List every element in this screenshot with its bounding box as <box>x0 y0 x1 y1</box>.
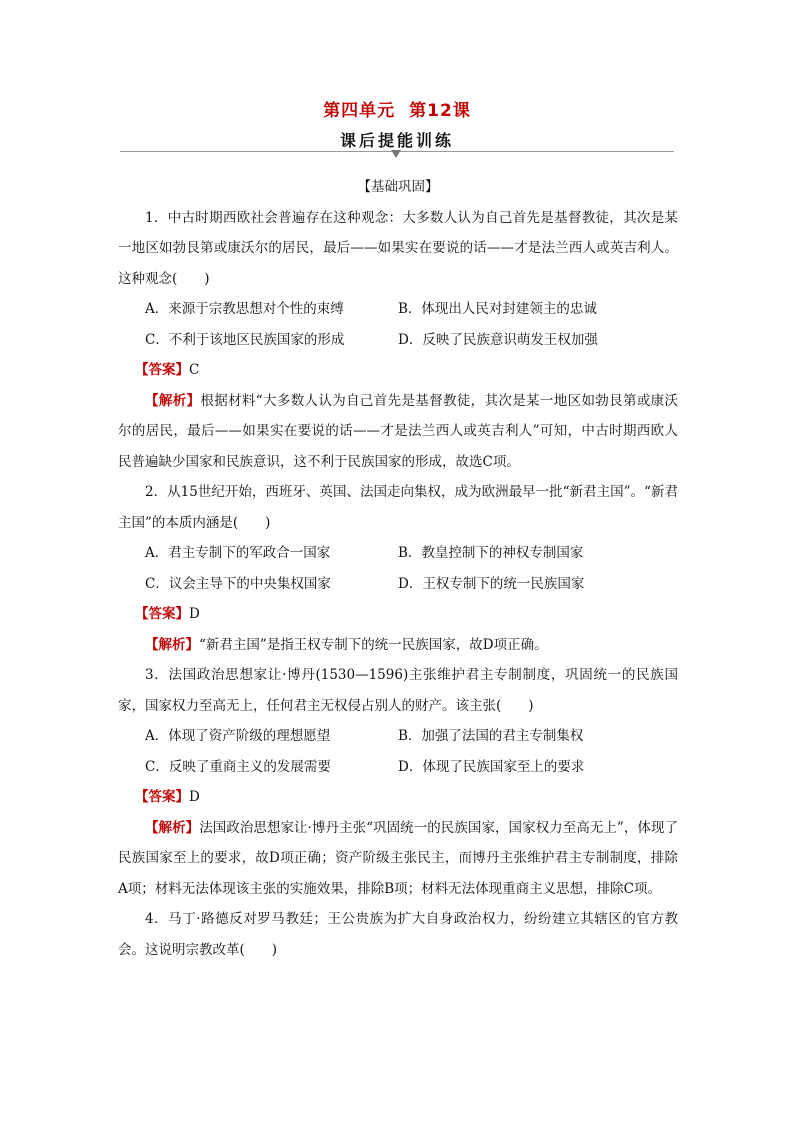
lesson-label: 第12课 <box>409 101 471 121</box>
question-3-option-d: D．体现了民族国家至上的要求 <box>398 758 585 775</box>
question-3-option-b: B．加强了法国的君主专制集权 <box>398 728 584 744</box>
page-subtitle: 课后提能训练 <box>339 131 454 150</box>
question-2-option-a: A．君主专制下的军政合一国家 <box>145 545 331 561</box>
question-1-option-a: A．来源于宗教思想对个性的束缚 <box>145 301 344 317</box>
analysis-tag: 【解析】 <box>145 636 199 653</box>
answer-tag: 【答案】 <box>135 362 189 378</box>
question-2-option-d: D．王权专制下的统一民族国家 <box>398 575 585 592</box>
question-2-answer <box>118 599 678 630</box>
question-2-option-c: C．议会主导下的中央集权国家 <box>145 575 331 592</box>
question-1-option-c: C．不利于该地区民族国家的形成 <box>145 331 345 348</box>
answer-value: D <box>189 606 200 622</box>
analysis-text: 根据材料“大多数人认为自己首先是基督教徒，其次是某一地区如勃艮第或康沃尔的居民，最后——如果实在要说的话——才是法兰西人或英吉利人”可知，中古时期西欧人民普遍缺少国家和民族意识，这不利于民族国家的形成，故选C项。 <box>118 392 679 470</box>
question-3-answer <box>118 782 678 813</box>
unit-label: 第四单元 <box>323 101 396 121</box>
question-3-options-row-2 <box>118 752 678 783</box>
divider-triangle-icon <box>391 150 401 158</box>
section-heading: 【基础巩固】 <box>357 179 439 195</box>
question-4-stem: 4．马丁·路德反对罗马教廷；王公贵族为扩大自身政治权力，纷纷建立其辖区的官方教会。这说明宗教改革( ) <box>118 911 678 958</box>
answer-value: D <box>189 789 200 805</box>
answer-tag: 【答案】 <box>135 789 189 805</box>
question-1-answer <box>118 355 678 386</box>
question-2-options-row-2 <box>118 569 678 600</box>
question-2-options-row-1 <box>118 538 678 569</box>
question-2-analysis <box>118 630 678 661</box>
question-3-stem: 3．法国政治思想家让·博丹(1530—1596)主张维护君主专制制度，巩固统一的民族国家，国家权力至高无上，任何君主无权侵占别人的财产。该主张( ) <box>118 667 678 714</box>
question-3-option-c: C．反映了重商主义的发展需要 <box>145 758 331 775</box>
answer-value: C <box>189 362 200 378</box>
question-1-options-row-1 <box>118 294 678 325</box>
question-3-option-a: A．体现了资产阶级的理想愿望 <box>145 728 331 744</box>
question-1-option-d: D．反映了民族意识萌发王权加强 <box>398 331 598 348</box>
question-3-analysis <box>118 813 678 905</box>
document-body <box>118 172 678 965</box>
question-2-option-b: B．教皇控制下的神权专制国家 <box>398 545 584 561</box>
analysis-text: “新君主国”是指王权专制下的统一民族国家，故D项正确。 <box>199 636 548 653</box>
answer-tag: 【答案】 <box>135 606 189 622</box>
question-3-options-row-1 <box>118 721 678 752</box>
analysis-tag: 【解析】 <box>145 819 200 836</box>
analysis-text: 法国政治思想家让·博丹主张“巩固统一的民族国家，国家权力至高无上”，体现了民族国家至上的要求，故D项正确；资产阶级主张民主，而博丹主张维护君主专制制度，排除A项；材料无法体现该主张的实施效果，排除B项；材料无法体现重商主义思想，排除C项。 <box>118 819 679 897</box>
question-1-analysis <box>118 386 678 478</box>
question-1-stem: 1．中古时期西欧社会普遍存在这种观念：大多数人认为自己首先是基督教徒，其次是某一地区如勃艮第或康沃尔的居民，最后——如果实在要说的话——才是法兰西人或英吉利人。这种观念( ) <box>118 209 678 287</box>
analysis-tag: 【解析】 <box>145 392 201 409</box>
question-1-option-b: B．体现出人民对封建领主的忠诚 <box>398 301 597 317</box>
page-title <box>0 96 794 121</box>
question-2-stem: 2．从15世纪开始，西班牙、英国、法国走向集权，成为欧洲最早一批“新君主国”。“新君主国”的本质内涵是( ) <box>118 484 678 531</box>
question-1-options-row-2 <box>118 325 678 356</box>
